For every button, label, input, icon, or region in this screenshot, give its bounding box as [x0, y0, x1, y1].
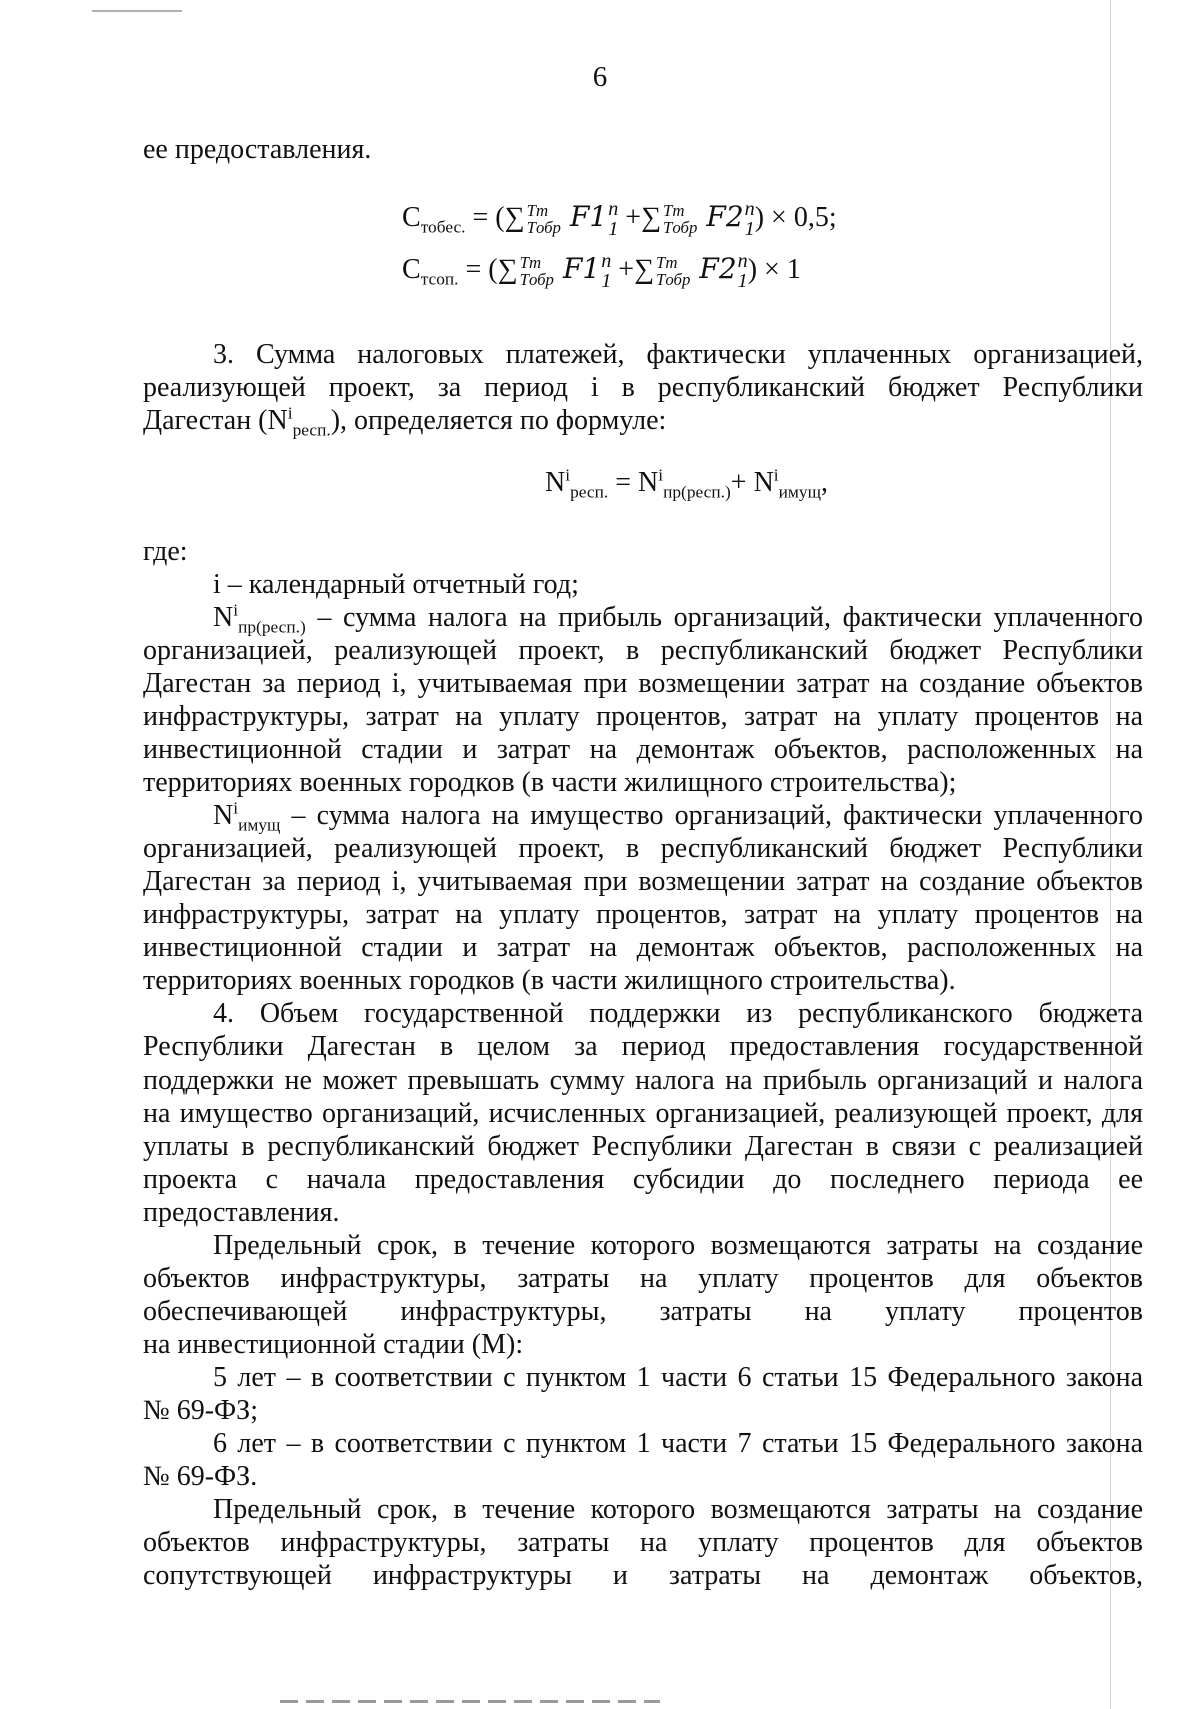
definition-n-pr-line-3: Дагестан за период i, учитываемая при возмещении затрат на создание объектов: [143, 668, 1143, 700]
limit2-line-2: объектов инфраструктуры, затраты на уплату процентов для объектов: [143, 1526, 1143, 1558]
definition-n-im-line-4: инфраструктуры, затрат на уплату процентов, затрат на уплату процентов на: [143, 899, 1143, 931]
formula-c-tobes: [402, 200, 837, 239]
paragraph-4-line-4: на имущество организаций, исчисленных организацией, реализующей проект, для: [143, 1097, 1143, 1129]
definition-n-im-line-2: организацией, реализующей проект, в республиканский бюджет Республики: [143, 833, 1143, 865]
formula1-term-f2-scripts: n 1: [744, 198, 755, 240]
paragraph-4-line-2: Республики Дагестан в целом за период предоставления государственной: [143, 1031, 1143, 1063]
definition-n-pr-line-6: территориях военных городков (в части жилищного строительства);: [143, 767, 957, 799]
formula1-close: ): [754, 202, 765, 233]
limit2-line-1: Предельный срок, в течение которого возмещаются затраты на создание: [213, 1493, 1143, 1525]
paragraph-4-line-3: поддержки не может превышать сумму налога на прибыль организаций и налога: [143, 1064, 1143, 1096]
formula1-sum-1: ∑: [504, 202, 525, 233]
formula1-plus: +: [625, 202, 642, 233]
definition-n-im-line-6: территориях военных городков (в части жилищного строительства).: [143, 965, 956, 997]
definition-n-pr-line-5: инвестиционной стадии и затрат на демонтаж объектов, расположенных на: [143, 734, 1143, 766]
limit1-line-3: обеспечивающей инфраструктуры, затраты на уплату процентов: [143, 1295, 1143, 1327]
limit1-line-2: объектов инфраструктуры, затраты на уплату процентов для объектов: [143, 1262, 1143, 1294]
formula1-lhs: С: [402, 202, 421, 233]
definition-n-pr-line-1: $N^i_{пр(респ.)}$ – сумма налога на прибыль организаций, фактически уплаченного: [213, 600, 1143, 637]
formula1-eq: = (: [472, 202, 505, 233]
paragraph-4-line-5: уплаты в республиканский бюджет Республики Дагестан в связи с реализацией: [143, 1130, 1143, 1162]
page-number: 6: [592, 61, 608, 93]
item-6-line-1: 6 лет – в соответствии с пунктом 1 части 7 статьи 15 Федерального закона: [213, 1427, 1143, 1459]
definition-n-im-line-1: $N^i_{имущ}$ – сумма налога на имущество организаций, фактически уплаченного: [213, 798, 1143, 835]
formula1-term-f2: F2: [706, 200, 744, 233]
item-5-line-2: № 69-ФЗ;: [143, 1394, 258, 1426]
formula2-term-f1: F1: [562, 252, 601, 285]
formula2-lhs: С: [402, 254, 421, 285]
definition-n-pr-line-2: организацией, реализующей проект, в республиканский бюджет Республики: [143, 635, 1143, 667]
definition-i: i – календарный отчетный год;: [213, 569, 579, 601]
formula2-plus: +: [618, 254, 635, 285]
where-label: где:: [143, 536, 188, 567]
formula1-sum-1-limits: Tm Tобр: [526, 200, 561, 237]
paragraph-3-line-1: 3. Сумма налоговых платежей, фактически уплаченных организацией,: [213, 339, 1143, 370]
paragraph-4-line-1: 4. Объем государственной поддержки из республиканского бюджета: [213, 998, 1143, 1030]
paragraph-3-line-2: реализующей проект, за период i в республиканский бюджет Республики: [143, 372, 1143, 404]
scan-mark-top: [92, 10, 182, 12]
item-6-line-2: № 69-ФЗ.: [143, 1460, 258, 1492]
paragraph-4-line-7: предоставления.: [143, 1196, 340, 1228]
formula2-sum-2-limits: Tm Tобр: [656, 252, 691, 289]
formula2-close: ): [747, 254, 758, 285]
formula1-lhs-sub: тобес.: [420, 217, 466, 237]
formula2-term-f1-scripts: n 1: [601, 250, 612, 292]
definition-n-pr-line-4: инфраструктуры, затрат на уплату процентов, затрат на уплату процентов на: [143, 701, 1143, 733]
paragraph-3: [143, 338, 1143, 440]
formula2-sum-1: ∑: [497, 254, 518, 285]
formula2-lhs-sub: тсоп.: [420, 269, 459, 289]
intro-line: ее предоставления.: [143, 134, 372, 165]
definitions-block: [143, 535, 1143, 1592]
formula-c-tsop: [402, 252, 801, 291]
definition-n-im-line-5: инвестиционной стадии и затрат на демонтаж объектов, расположенных на: [143, 932, 1143, 964]
formula-n-resp: $N^i_{респ.} = N^i_{пр(респ.)}+ N^i_{имущ}$,: [545, 465, 828, 502]
formula1-term-f1: F1: [569, 200, 608, 233]
formula2-term-f2: F2: [699, 252, 737, 285]
limit2-line-3: сопутствующей инфраструктуры и затраты на демонтаж объектов,: [143, 1559, 1143, 1591]
formula2-sum-1-limits: Tm Tобр: [519, 252, 554, 289]
scan-mark-bottom: [280, 1700, 660, 1703]
limit1-line-4: на инвестиционной стадии (М):: [143, 1328, 524, 1360]
formula2-sum-2: ∑: [634, 254, 655, 285]
formula1-term-f1-scripts: n 1: [608, 198, 619, 240]
formula2-tail: × 1: [764, 254, 801, 285]
intro-line-block: [143, 133, 1143, 166]
item-5-line-1: 5 лет – в соответствии с пунктом 1 части 6 статьи 15 Федерального закона: [213, 1361, 1143, 1393]
formula1-sum-2: ∑: [641, 202, 662, 233]
formula2-term-f2-scripts: n 1: [737, 250, 748, 292]
formula1-sum-2-limits: Tm Tобр: [663, 200, 698, 237]
paragraph-3-line-3: Дагестан $(N^i_{респ.})$, определяется по формуле:: [143, 403, 667, 440]
formula1-tail: × 0,5;: [771, 202, 837, 233]
paragraph-4-line-6: проекта с начала предоставления субсидии до последнего периода ее: [143, 1163, 1143, 1195]
formula2-eq: = (: [465, 254, 498, 285]
definition-n-im-line-3: Дагестан за период i, учитываемая при возмещении затрат на создание объектов: [143, 866, 1143, 898]
limit1-line-1: Предельный срок, в течение которого возмещаются затраты на создание: [213, 1229, 1143, 1261]
